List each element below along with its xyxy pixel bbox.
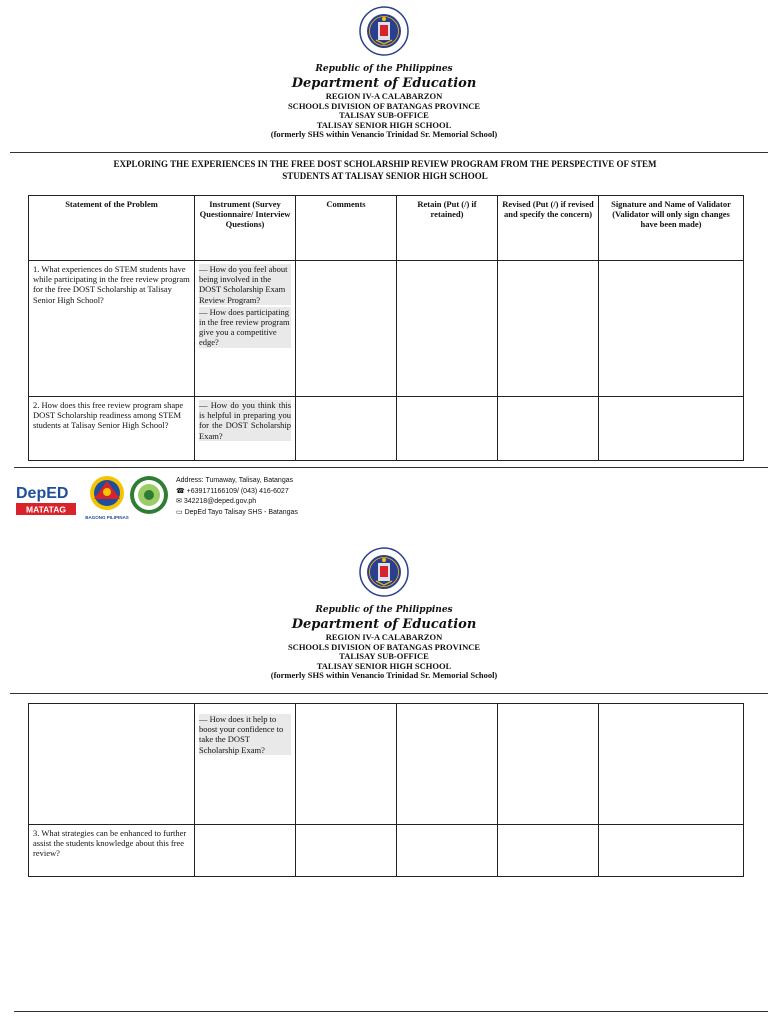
republic-text: Republic of the Philippines: [315, 64, 453, 74]
deped-logo-icon: [16, 485, 76, 515]
header-validator: Signature and Name of Validator (Validator will only sign changes have been made): [599, 196, 744, 261]
header-divider: [10, 693, 768, 694]
phone-icon: ☎: [176, 487, 187, 495]
letterhead: [0, 604, 768, 681]
address-text: Address: Tumaway, Talisay, Batangas: [176, 477, 294, 484]
question-text: — How does participating in the free review program give you a competitive edge?: [199, 306, 290, 348]
phone-text: +639171166109/ (043) 416-6027: [186, 487, 289, 495]
question-text: — How does it help to boost your confidence to take the DOST Scholarship Exam?: [199, 714, 291, 755]
question-cell: [195, 397, 296, 461]
school-line: TALISAY SENIOR HIGH SCHOOL: [316, 119, 452, 130]
region-line: REGION IV-A CALABARZON: [325, 632, 443, 642]
problem-cell: 1. What experiences do STEM students have while participating in the free review program for the free DOST Scholarship at Talisay Senior High School?: [29, 261, 195, 397]
document-page-2: [0, 540, 768, 1024]
region-line: REGION IV-A CALABARZON: [325, 91, 443, 101]
table-row: [29, 261, 744, 397]
problem-cell: 3. What strategies can be enhanced to further assist the students knowledge about this free review?: [29, 825, 195, 877]
question-text: — How do you think this is helpful in preparing you for the DOST Scholarship Exam?: [199, 400, 291, 441]
revised-cell[interactable]: [498, 704, 599, 825]
question-cell: [195, 704, 296, 825]
table-row: [29, 704, 744, 825]
revised-cell[interactable]: [498, 261, 599, 397]
computer-icon: ▭: [176, 508, 185, 516]
table-row: [29, 397, 744, 461]
comments-cell[interactable]: [296, 397, 397, 461]
contact-block: [176, 476, 298, 518]
letterhead: [0, 63, 768, 140]
header-retain: Retain (Put (/) if retained): [397, 196, 498, 261]
problem-cell: 2. How does this free review program shape DOST Scholarship readiness among STEM students at Talisay Senior High School?: [29, 397, 195, 461]
validation-table: [28, 195, 744, 461]
deped-seal-icon: [359, 547, 409, 597]
header-instrument: Instrument (Survey Questionnaire/ Interview Questions): [195, 196, 296, 261]
validator-cell[interactable]: [599, 397, 744, 461]
document-title: [60, 158, 710, 182]
sub-office-line: TALISAY SUB-OFFICE: [339, 110, 429, 121]
deped-logo-text: DepED: [16, 485, 69, 502]
question-cell: [195, 825, 296, 877]
title-line-1: EXPLORING THE EXPERIENCES IN THE FREE DOST SCHOLARSHIP REVIEW PROGRAM FROM THE PERSPECTIVE OF STEM: [113, 159, 657, 169]
header-comments: Comments: [296, 196, 397, 261]
footer-divider: [14, 1011, 768, 1012]
bagong-pilipinas-logo-icon: [85, 476, 129, 520]
division-line: SCHOOLS DIVISION OF BATANGAS PROVINCE: [287, 641, 481, 652]
republic-text: Republic of the Philippines: [315, 605, 453, 615]
email-icon: ✉: [176, 498, 184, 505]
retain-cell[interactable]: [397, 261, 498, 397]
facebook-line[interactable]: [176, 508, 298, 519]
validator-cell[interactable]: [599, 261, 744, 397]
deped-seal-icon: [359, 6, 409, 56]
division-line: SCHOOLS DIVISION OF BATANGAS PROVINCE: [287, 100, 481, 111]
comments-cell[interactable]: [296, 704, 397, 825]
school-line: TALISAY SENIOR HIGH SCHOOL: [316, 660, 452, 671]
table-row: [29, 825, 744, 877]
validator-cell[interactable]: [599, 825, 744, 877]
header-divider: [10, 152, 768, 153]
department-title: Department of Education: [291, 617, 477, 632]
sub-office-line: TALISAY SUB-OFFICE: [339, 651, 429, 662]
former-name-line: (formerly SHS within Venancio Trinidad Sr. Memorial School): [270, 129, 498, 140]
header-statement: Statement of the Problem: [29, 196, 195, 261]
footer-logos: [14, 473, 174, 523]
comments-cell[interactable]: [296, 825, 397, 877]
bagong-logo-text: BAGONG PILIPINAS: [85, 515, 129, 520]
email-text[interactable]: 342218@deped.gov.ph: [183, 498, 257, 505]
revised-cell[interactable]: [498, 825, 599, 877]
school-seal-icon: [130, 476, 168, 514]
facebook-text[interactable]: DepEd Tayo Talisay SHS - Batangas: [184, 508, 298, 516]
footer-divider: [14, 467, 768, 468]
question-cell: [195, 261, 296, 397]
comments-cell[interactable]: [296, 261, 397, 397]
title-line-2: STUDENTS AT TALISAY SENIOR HIGH SCHOOL: [282, 171, 488, 181]
question-text: — How do you feel about being involved in the DOST Scholarship Exam Review Program?: [199, 264, 291, 305]
matatag-logo-text: MATATAG: [26, 504, 66, 515]
revised-cell[interactable]: [498, 397, 599, 461]
retain-cell[interactable]: [397, 397, 498, 461]
phone-line: [176, 487, 298, 498]
email-line[interactable]: [176, 497, 298, 508]
former-name-line: (formerly SHS within Venancio Trinidad Sr. Memorial School): [270, 670, 498, 681]
table-header-row: [29, 196, 744, 261]
problem-cell: [29, 704, 195, 825]
header-revised: Revised (Put (/) if revised and specify the concern): [498, 196, 599, 261]
retain-cell[interactable]: [397, 825, 498, 877]
retain-cell[interactable]: [397, 704, 498, 825]
validator-cell[interactable]: [599, 704, 744, 825]
validation-table-continued: [28, 703, 744, 877]
department-title: Department of Education: [291, 76, 477, 91]
